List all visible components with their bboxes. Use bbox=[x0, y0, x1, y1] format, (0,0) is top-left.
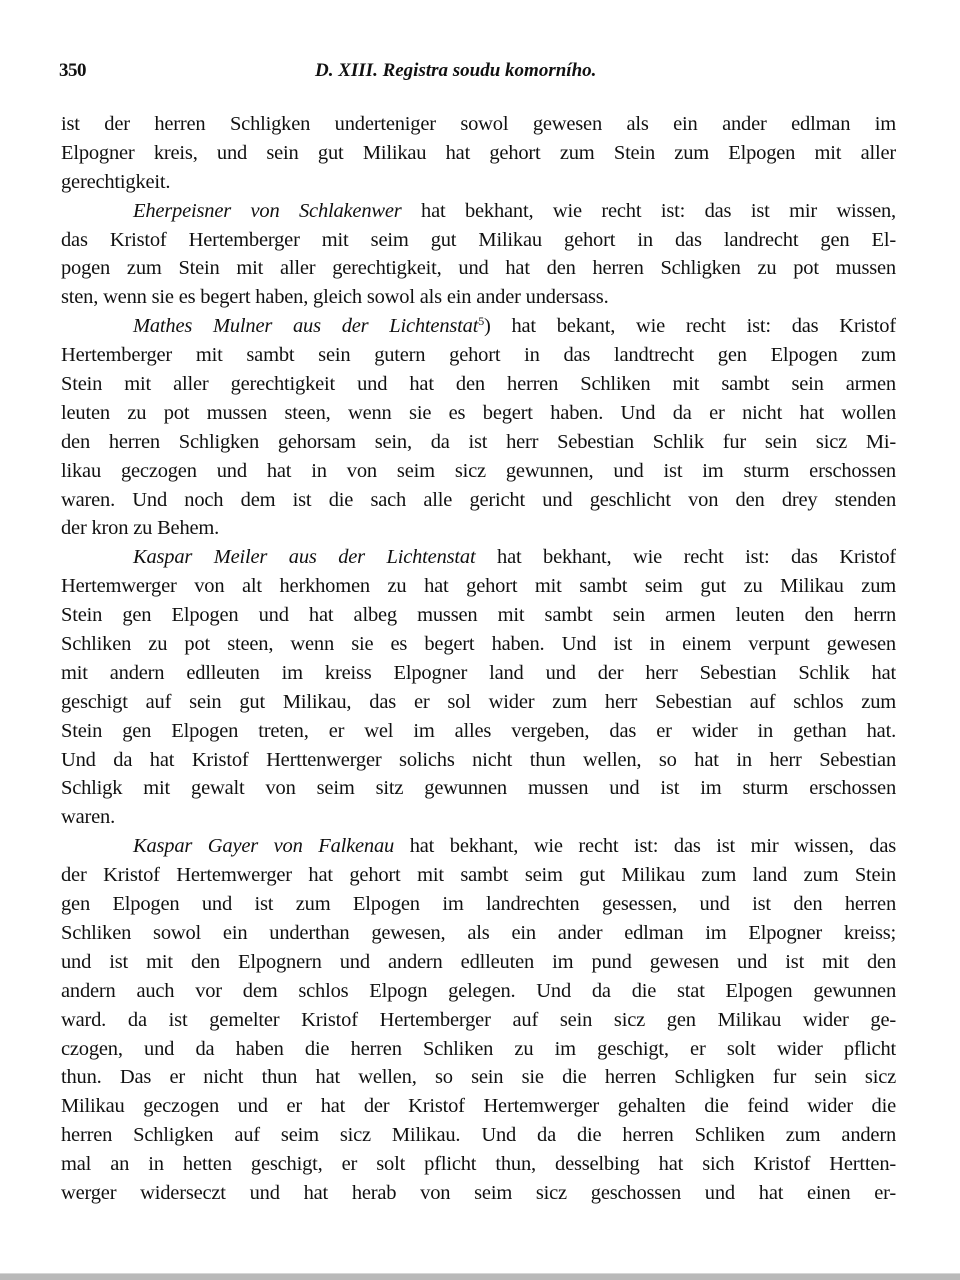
text-line bbox=[61, 774, 896, 803]
text-line bbox=[61, 110, 896, 139]
text-line bbox=[61, 486, 896, 515]
text-span: das Kristof Hertemberger mit seim gut Milikau gehort in das landrecht gen El- bbox=[61, 228, 896, 251]
text-line bbox=[61, 1063, 896, 1092]
text-line bbox=[61, 948, 896, 977]
text-span: mal an in hetten geschigt, er solt pflicht thun, desselbing hat sich Kristof Hertten- bbox=[61, 1153, 896, 1176]
text-span: gerechtigkeit. bbox=[61, 170, 171, 193]
text-line bbox=[61, 543, 896, 572]
text-span: Elpogner kreis, und sein gut Milikau hat gehort zum Stein zum Elpogen mit aller bbox=[61, 141, 896, 164]
running-title: D. XIII. Registra soudu komorního. bbox=[315, 60, 597, 81]
text-line bbox=[61, 572, 896, 601]
text-line bbox=[61, 832, 896, 861]
text-span: und ist mit den Elpognern und andern edlleuten im pund gewesen und ist mit den bbox=[61, 950, 896, 973]
text-span: waren. bbox=[61, 806, 116, 829]
text-line bbox=[61, 197, 896, 226]
text-span: Und da hat Kristof Herttenwerger solichs nicht thun wellen, so hat in herr Sebestian bbox=[61, 748, 896, 771]
text-span: Stein gen Elpogen und hat albeg mussen mit sambt sein armen leuten den herrn bbox=[61, 604, 896, 627]
text-line bbox=[61, 254, 896, 283]
text-span: hat bekhant, wie recht ist: das Kristof bbox=[475, 546, 896, 569]
page-header bbox=[59, 60, 896, 86]
text-span: thun. Das er nicht thun hat wellen, so sein sie die herren Schligken fur sein sicz bbox=[61, 1066, 896, 1089]
text-line bbox=[61, 457, 896, 486]
page-number: 350 bbox=[59, 60, 86, 81]
text-line bbox=[61, 601, 896, 630]
speaker-name: Eherpeisner von Schlakenwer bbox=[133, 199, 402, 222]
text-line bbox=[61, 312, 896, 341]
footnote-marker: 5 bbox=[478, 314, 484, 329]
text-span: hat bekhant, wie recht ist: das ist mir wissen, das bbox=[394, 835, 896, 858]
text-span: likau geczogen und hat in von seim sicz gewunnen, und ist im sturm erschossen bbox=[61, 459, 896, 482]
text-span: der Kristof Hertemwerger hat gehort mit sambt seim gut Milikau zum land zum Stein bbox=[61, 864, 896, 887]
text-span: Schligk mit gewalt von seim sitz gewunnen mussen und ist im sturm erschossen bbox=[61, 777, 896, 800]
text-span: Stein gen Elpogen treten, er wel im alles vergeben, das er wider in gethan hat. bbox=[61, 719, 896, 742]
text-line bbox=[61, 1150, 896, 1179]
text-line bbox=[61, 1035, 896, 1064]
text-line bbox=[61, 341, 896, 370]
text-line bbox=[61, 370, 896, 399]
text-span: sten, wenn sie es begert haben, gleich sowol als ein ander undersass. bbox=[61, 286, 609, 309]
text-line bbox=[61, 688, 896, 717]
text-span: Stein mit aller gerechtigkeit und hat den herren Schliken mit sambt sein armen bbox=[61, 373, 896, 396]
text-span: pogen zum Stein mit aller gerechtigkeit, und hat den herren Schligken zu pot mussen bbox=[61, 257, 896, 280]
body-text bbox=[61, 110, 896, 1208]
speaker-name: Mathes Mulner aus der Lichtenstat bbox=[133, 315, 479, 338]
text-span: andern auch vor dem schlos Elpogn gelegen. Und da die stat Elpogen gewunnen bbox=[61, 979, 896, 1002]
text-span: geschigt auf sein gut Milikau, das er sol wider zum herr Sebestian auf schlos zum bbox=[61, 690, 896, 713]
text-span: Hertemwerger von alt herkhomen zu hat gehort mit sambt seim gut zu Milikau zum bbox=[61, 575, 896, 598]
text-span: waren. Und noch dem ist die sach alle gericht und geschlicht von den drey stenden bbox=[61, 488, 896, 511]
text-line bbox=[61, 168, 896, 197]
text-span: werger widerseczt und hat herab von seim sicz geschossen und hat einen er- bbox=[61, 1181, 896, 1204]
text-line bbox=[61, 139, 896, 168]
text-line bbox=[61, 919, 896, 948]
text-span: ) hat bekant, wie recht ist: das Kristof bbox=[484, 315, 896, 338]
text-line bbox=[61, 1092, 896, 1121]
text-line bbox=[61, 630, 896, 659]
text-span: mit andern edlleuten im kreiss Elpogner land und der herr Sebestian Schlik hat bbox=[61, 661, 896, 684]
text-line bbox=[61, 746, 896, 775]
text-span: herren Schligken auf seim sicz Milikau. Und da die herren Schliken zum andern bbox=[61, 1124, 896, 1147]
text-span: ward. da ist gemelter Kristof Hertemberger auf sein sicz gen Milikau wider ge- bbox=[61, 1008, 896, 1031]
text-line bbox=[61, 861, 896, 890]
text-line bbox=[61, 803, 896, 832]
speaker-name: Kaspar Meiler aus der Lichtenstat bbox=[133, 546, 476, 569]
text-span: den herren Schligken gehorsam sein, da ist herr Sebestian Schlik fur sein sicz Mi- bbox=[61, 430, 896, 453]
text-line bbox=[61, 890, 896, 919]
text-line bbox=[61, 399, 896, 428]
text-span: gen Elpogen und ist zum Elpogen im landrechten gesessen, und ist den herren bbox=[61, 893, 896, 916]
speaker-name: Kaspar Gayer von Falkenau bbox=[133, 835, 395, 858]
text-span: czogen, und da haben die herren Schliken zu im geschigt, er solt wider pflicht bbox=[61, 1037, 896, 1060]
text-line bbox=[61, 514, 896, 543]
text-line bbox=[61, 226, 896, 255]
text-span: Hertemberger mit sambt sein gutern gehort in das landtrecht gen Elpogen zum bbox=[61, 344, 896, 367]
viewer-bottom-edge bbox=[0, 1274, 960, 1280]
text-line bbox=[61, 428, 896, 457]
text-line bbox=[61, 283, 896, 312]
text-span: ist der herren Schligken underteniger sowol gewesen als ein ander edlman im bbox=[61, 113, 896, 135]
text-span: leuten zu pot mussen steen, wenn sie es begert haben. Und da er nicht hat wollen bbox=[61, 401, 896, 424]
text-line bbox=[61, 1006, 896, 1035]
text-line bbox=[61, 717, 896, 746]
text-line bbox=[61, 977, 896, 1006]
text-line bbox=[61, 1121, 896, 1150]
text-span: Schliken zu pot steen, wenn sie es begert haben. Und ist in einem verpunt gewesen bbox=[61, 633, 896, 656]
text-span: Schliken sowol ein underthan gewesen, als ein ander edlman im Elpogner kreiss; bbox=[61, 921, 896, 944]
text-span: hat bekhant, wie recht ist: das ist mir wissen, bbox=[401, 199, 896, 222]
text-span: Milikau geczogen und er hat der Kristof Hertemwerger gehalten die feind wider die bbox=[61, 1095, 896, 1118]
text-line bbox=[61, 1179, 896, 1208]
text-span: der kron zu Behem. bbox=[61, 517, 220, 540]
text-line bbox=[61, 659, 896, 688]
